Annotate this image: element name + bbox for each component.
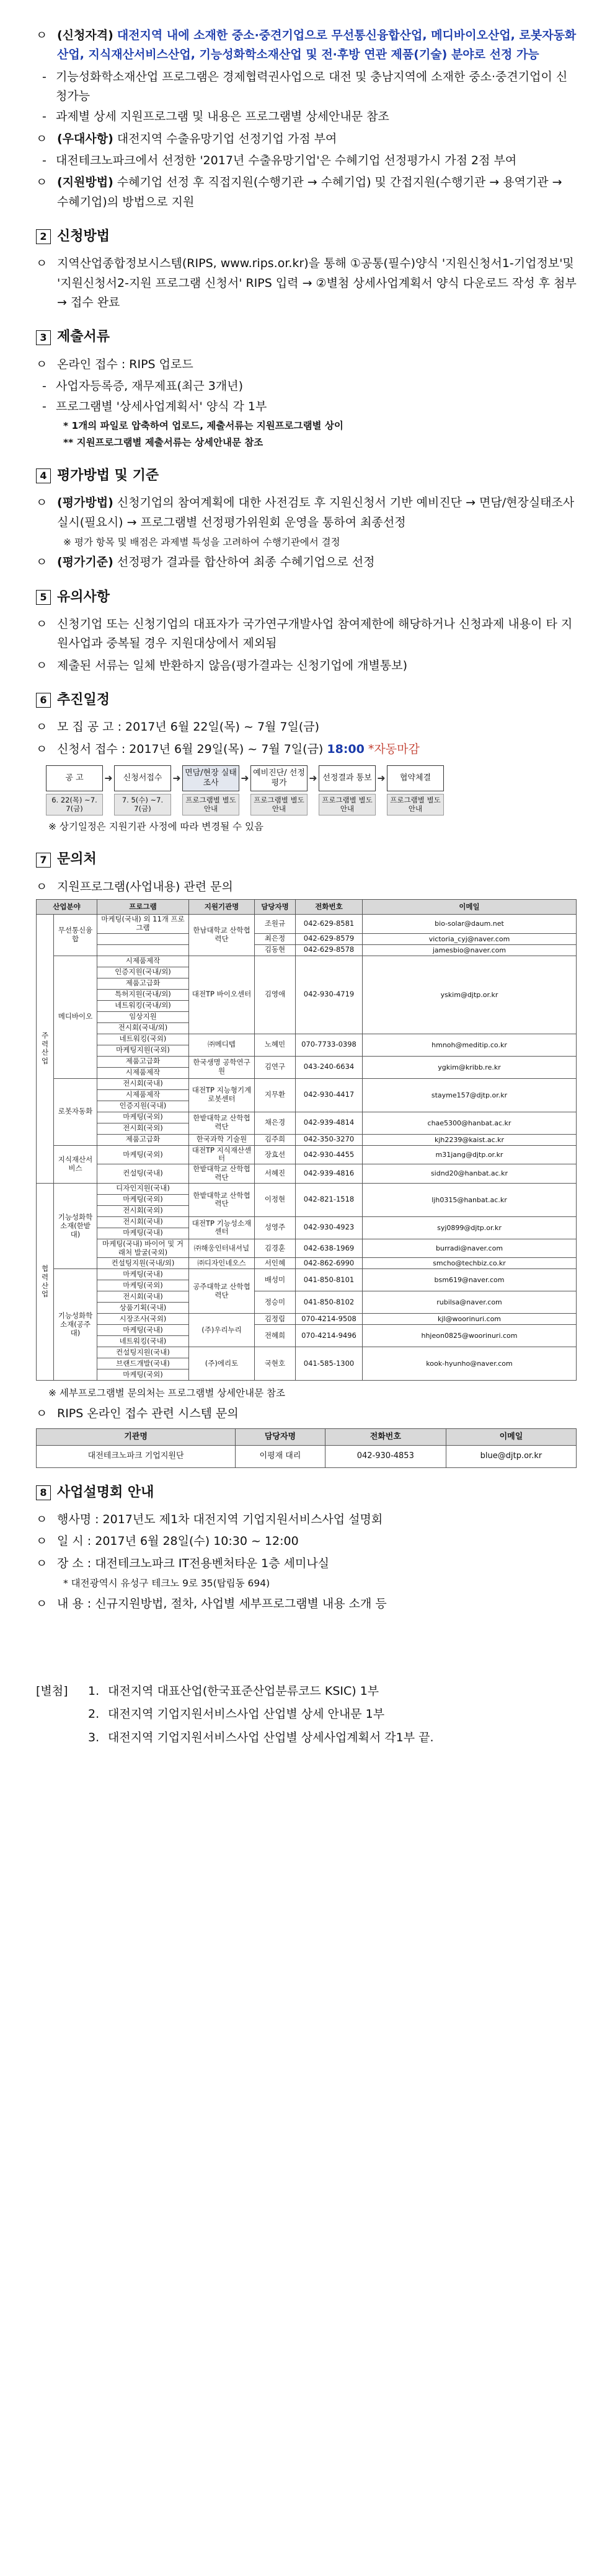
top-section [36, 26, 577, 212]
table-row: 대전테크노파크 기업지원단 이평재 대리 042-930-4853 blue@djtp.or.kr [37, 1445, 577, 1467]
preference-detail: - 대전테크노파크에서 선정한 '2017년 수출유망기업'은 수혜기업 선정평가시 가점 2점 부여 [42, 154, 517, 168]
briefing-line: ㅇ 장 소 : 대전테크노파크 IT전용벤처타운 1층 세미나실 [36, 1556, 330, 1570]
cell-p: 제품고급화 [97, 978, 189, 989]
cell-e: bio-solar@daum.net [363, 915, 577, 934]
cell-p: 시제품제작 [97, 956, 189, 967]
table-row [37, 1291, 577, 1303]
cell-p: 인증지원(국내/외) [97, 967, 189, 978]
cell-o: 대전TP 지식재산센터 [189, 1145, 255, 1164]
cell-t: 042-930-4719 [296, 956, 363, 1034]
cell-p: 브랜드개발(국내) [97, 1358, 189, 1369]
cell-e: jamesbio@naver.com [363, 944, 577, 956]
flow-step: 협약체결 프로그램별 별도 안내 [387, 765, 444, 815]
documents-line: - 사업자등록증, 재무제표(최근 3개년) [42, 379, 243, 393]
table-row [37, 1183, 577, 1194]
cell-p: 컨설팅(국내) [97, 1164, 189, 1184]
cell-f: 로봇자동화 [54, 1078, 97, 1145]
arrow-right-icon: ➜ [104, 772, 113, 785]
table-row [37, 944, 577, 956]
cell-f: 지식재산서비스 [54, 1145, 97, 1183]
contact-table [36, 899, 577, 1381]
table-row [37, 1112, 577, 1123]
flow-step: 예비진단/ 선정평가 프로그램별 별도 안내 [250, 765, 308, 815]
cell-p: 시장조사(국외) [97, 1314, 189, 1325]
support-method-item: ㅇ (지원방법) 수혜기업 선정 후 직접지원(수행기관 → 수혜기업) 및 간접지원(수행기관 → 용역기관 → 수혜기업)의 방법으로 지원 [36, 175, 562, 209]
cell-o: 한국과학 기술원 [189, 1134, 255, 1145]
arrow-right-icon: ➜ [309, 772, 317, 785]
arrow-right-icon: ➜ [172, 772, 181, 785]
table-row [37, 1258, 577, 1269]
cell-p [97, 944, 189, 956]
cell-n: 전혜희 [255, 1325, 296, 1347]
cell-p: 인증지원(국내) [97, 1101, 189, 1112]
cell-n: 최은정 [255, 933, 296, 944]
table-row [37, 1216, 577, 1228]
cell-n: 정승미 [255, 1291, 296, 1314]
documents-line: - 프로그램별 '상세사업계획서' 양식 각 1부 [42, 400, 267, 414]
cell-t: 042-629-8578 [296, 944, 363, 956]
cell-t: 041-850-8102 [296, 1291, 363, 1314]
cell-t: 041-585-1300 [296, 1347, 363, 1381]
schedule-apply: ㅇ 신청서 접수 : 2017년 6월 29일(목) ~ 7월 7일(금) 18:00 *자동마감 [36, 742, 420, 756]
cell-e: smcho@techbiz.co.kr [363, 1258, 577, 1269]
cell-o: 대전TP 지능형기계 로봇센터 [189, 1078, 255, 1112]
cell-o: 한밭대학교 산학협력단 [189, 1164, 255, 1184]
schedule-flow [46, 765, 577, 815]
cell-p: 특허지원(국내/외) [97, 989, 189, 1000]
rips-contact-table [36, 1428, 577, 1467]
cell-e: victoria_cyj@naver.com [363, 933, 577, 944]
attachment-item: [별첨] 1. 대전지역 대표산업(한국표준산업분류코드 KSIC) 1부 [36, 1684, 379, 1698]
flow-step: 선정결과 통보 프로그램별 별도 안내 [319, 765, 376, 815]
cell-o: 한밭대학교 산학협력단 [189, 1112, 255, 1134]
cell-p: 전시회(국내) [97, 1216, 189, 1228]
briefing-place-note: * 대전광역시 유성구 테크노 9로 35(탑립동 694) [63, 1578, 270, 1589]
cell-n: 장효선 [255, 1145, 296, 1164]
cell-e: rubilsa@naver.com [363, 1291, 577, 1314]
preference-item: ㅇ (우대사항) 대전지역 수출유망기업 선정기업 가점 부여 [36, 131, 337, 146]
cell-e: kook-hyunho@naver.com [363, 1347, 577, 1381]
cell-g: 협력산업 [37, 1183, 54, 1381]
cell-n: 성영주 [255, 1216, 296, 1239]
cell-o: 한남대학교 산학협력단 [189, 915, 255, 956]
contact-note: ※ 세부프로그램별 문의처는 프로그램별 상세안내문 참조 [48, 1387, 286, 1399]
arrow-right-icon: ➜ [377, 772, 386, 785]
cell-o: 대전TP 바이오센터 [189, 956, 255, 1034]
cell-p: 임상지원 [97, 1011, 189, 1022]
rips-intro: ㅇ RIPS 온라인 접수 관련 시스템 문의 [36, 1406, 239, 1420]
cell-n: 이정현 [255, 1183, 296, 1216]
cell-p: 마케팅(국내) [97, 1228, 189, 1239]
cell-o: (주)우리누리 [189, 1314, 255, 1347]
cell-o: ㈜디자인네오스 [189, 1258, 255, 1269]
cell-t: 042-930-4923 [296, 1216, 363, 1239]
cell-n: 김경훈 [255, 1239, 296, 1258]
cell-p: 마케팅(국외) [97, 1145, 189, 1164]
documents-note: * 1개의 파일로 압축하여 업로드, 제출서류는 지원프로그램별 상이 [63, 420, 343, 431]
cell-e: hmnoh@meditip.co.kr [363, 1034, 577, 1056]
cell-p: 마케팅(국외) [97, 1280, 189, 1291]
eligibility-item: ㅇ (신청자격) 대전지역 내에 소재한 중소·중견기업으로 무선통신융합산업, 메디바이오산업, 로봇자동화산업, 지식재산서비스산업, 기능성화학소재산업 및 전·후방 연관 제품(기술) 분야로 선정 가능 [36, 29, 577, 62]
cell-n: 지무환 [255, 1078, 296, 1112]
cell-t: 042-638-1969 [296, 1239, 363, 1258]
cell-o: 대전TP 기능성소재센터 [189, 1216, 255, 1239]
section-heading-documents: 3 제출서류 [36, 326, 577, 348]
cell-p: 네트워킹(국외) [97, 1034, 189, 1045]
cell-f: 메디바이오 [54, 956, 97, 1078]
cell-t: 042-821-1518 [296, 1183, 363, 1216]
cell-e: burradi@naver.com [363, 1239, 577, 1258]
cell-p: 네트워킹(국내/외) [97, 1000, 189, 1011]
caution-item: ㅇ 신청기업 또는 신청기업의 대표자가 국가연구개발사업 참여제한에 해당하거나 신청과제 내용이 타 지원사업과 중복될 경우 지원대상에서 제외됨 [36, 617, 573, 651]
cell-p: 전시회(국외) [97, 1123, 189, 1134]
cell-p: 전시회(국외) [97, 1205, 189, 1216]
cell-n: 채은경 [255, 1112, 296, 1134]
cell-t: 042-350-3270 [296, 1134, 363, 1145]
table-row [37, 1314, 577, 1325]
table-row [37, 1239, 577, 1258]
cell-t: 042-629-8579 [296, 933, 363, 944]
cell-e: sidnd20@hanbat.ac.kr [363, 1164, 577, 1184]
attachment-item: 2. 대전지역 기업지원서비스사업 산업별 상세 안내문 1부 [88, 1707, 385, 1721]
table-row [37, 915, 577, 934]
eligibility-detail: - 기능성화학소재산업 프로그램은 경제협력권사업으로 대전 및 충남지역에 소재한 중소·중견기업이 신청가능 [42, 69, 568, 103]
attachments [36, 1682, 577, 1747]
cell-t: 042-629-8581 [296, 915, 363, 934]
cell-o: ㈜해웅인터내셔널 [189, 1239, 255, 1258]
cell-e: m31jang@djtp.or.kr [363, 1145, 577, 1164]
briefing-line: ㅇ 내 용 : 신규지원방법, 절차, 사업별 세부프로그램별 내용 소개 등 [36, 1596, 387, 1611]
cell-n: 김연구 [255, 1056, 296, 1078]
table-row [37, 1269, 577, 1280]
contact-intro: ㅇ 지원프로그램(사업내용) 관련 문의 [36, 879, 233, 894]
cell-e: bsm619@naver.com [363, 1269, 577, 1291]
table-row [37, 1134, 577, 1145]
attachment-item: 3. 대전지역 기업지원서비스사업 산업별 상세사업계획서 각1부 끝. [88, 1730, 434, 1744]
cell-n: 서혜진 [255, 1164, 296, 1184]
cell-t: 042-930-4455 [296, 1145, 363, 1164]
table-row [37, 1056, 577, 1067]
cell-o: ㈜메디텝 [189, 1034, 255, 1056]
cell-p: 상품기획(국내) [97, 1303, 189, 1314]
flow-step: 면담/현장 실태조사 프로그램별 별도 안내 [182, 765, 239, 815]
cell-o: 공주대학교 산학협력단 [189, 1269, 255, 1314]
section-heading-briefing: 8 사업설명회 안내 [36, 1482, 577, 1504]
table-row [37, 1078, 577, 1089]
cell-t: 070-7733-0398 [296, 1034, 363, 1056]
briefing-line: ㅇ 일 시 : 2017년 6월 28일(수) 10:30 ~ 12:00 [36, 1534, 299, 1549]
cell-p [97, 933, 189, 944]
cell-e: hhjeon0825@woorinuri.com [363, 1325, 577, 1347]
cell-n: 김주희 [255, 1134, 296, 1145]
cell-o: (주)에리토 [189, 1347, 255, 1381]
table-row [37, 1145, 577, 1164]
flow-step: 공 고 6. 22(목) ~7. 7(금) [46, 765, 103, 815]
cell-t: 041-850-8101 [296, 1269, 363, 1291]
cell-e: kjl@woorinuri.com [363, 1314, 577, 1325]
cell-o: 한밭대학교 산학협력단 [189, 1183, 255, 1216]
cell-n: 국현호 [255, 1347, 296, 1381]
cell-t: 043-240-6634 [296, 1056, 363, 1078]
schedule-notice: ㅇ 모 집 공 고 : 2017년 6월 22일(목) ~ 7월 7일(금) [36, 720, 320, 734]
cell-p: 컨설팅지원(국내) [97, 1347, 189, 1358]
cell-p: 마케팅(국외) [97, 1369, 189, 1381]
cell-t: 042-939-4816 [296, 1164, 363, 1184]
cell-p: 제품고급화 [97, 1134, 189, 1145]
table-row [37, 1347, 577, 1358]
cell-e: yskim@djtp.or.kr [363, 956, 577, 1034]
cell-p: 전시회(국내) [97, 1078, 189, 1089]
evaluation-note: ※ 평가 항목 및 배점은 과제별 특성을 고려하여 수행기관에서 결정 [63, 536, 340, 548]
documents-note: ** 지원프로그램별 제출서류는 상세안내문 참조 [63, 437, 263, 449]
cell-p: 시제품제작 [97, 1067, 189, 1078]
cell-g: 주력산업 [37, 915, 54, 1184]
cell-e: stayme157@djtp.or.kr [363, 1078, 577, 1112]
cell-p: 마케팅(국내) 바이어 및 거래처 발굴(국외) [97, 1239, 189, 1258]
table-row [37, 933, 577, 944]
section-heading-cautions: 5 유의사항 [36, 586, 577, 609]
cell-f: 무선통신융합 [54, 915, 97, 956]
evaluation-method: ㅇ (평가방법) 신청기업의 참여계획에 대한 사전검토 후 지원신청서 기반 예비진단 → 면담/현장실태조사 실시(필요시) → 프로그램별 선정평가위원회 운영을 통하여 최종선정 [36, 496, 575, 529]
documents-online: ㅇ 온라인 접수 : RIPS 업로드 [36, 357, 193, 371]
table-row [37, 956, 577, 967]
cell-e: kjh2239@kaist.ac.kr [363, 1134, 577, 1145]
apply-method: ㅇ 지역산업종합정보시스템(RIPS, www.rips.or.kr)을 통해 ①공통(필수)양식 '지원신청서1-기업정보'및 '지원신청서2-지원 프로그램 신청서' RIPS 입력 → ②별첨 상세사업계획서 양식 다운로드 작성 후 첨부 → 접수 완료 [36, 257, 577, 310]
cell-e: ljh0315@hanbat.ac.kr [363, 1183, 577, 1216]
cell-p: 시제품제작 [97, 1089, 189, 1101]
cell-p: 컨설팅지원(국내/외) [97, 1258, 189, 1269]
cell-p: 마케팅(국내) [97, 1325, 189, 1336]
section-heading-contact: 7 문의처 [36, 848, 577, 871]
section-heading-schedule: 6 추진일정 [36, 689, 577, 711]
cell-t: 042-939-4814 [296, 1112, 363, 1134]
schedule-note: ※ 상기일정은 지원기관 사정에 따라 변경될 수 있음 [48, 820, 263, 832]
flow-step: 신청서접수 7. 5(수) ~7. 7(금) [114, 765, 171, 815]
cell-n: 김동현 [255, 944, 296, 956]
table-row [37, 1034, 577, 1045]
cell-e: ygkim@kribb.re.kr [363, 1056, 577, 1078]
cell-e: syj0899@djtp.or.kr [363, 1216, 577, 1239]
table-row [37, 1164, 577, 1184]
briefing-line: ㅇ 행사명 : 2017년도 제1차 대전지역 기업지원서비스사업 설명회 [36, 1513, 383, 1527]
evaluation-criteria: ㅇ (평가기준) 선정평가 결과를 합산하여 최종 수혜기업으로 선정 [36, 555, 375, 569]
cell-p: 네트워킹(국내) [97, 1336, 189, 1347]
cell-t: 070-4214-9496 [296, 1325, 363, 1347]
cell-n: 조원규 [255, 915, 296, 934]
cell-p: 마케팅(국외) [97, 1194, 189, 1205]
arrow-right-icon: ➜ [241, 772, 249, 785]
cell-p: 제품고급화 [97, 1056, 189, 1067]
cell-f: 기능성화학소재(공주대) [54, 1269, 97, 1381]
cell-p: 디자인지원(국내) [97, 1183, 189, 1194]
section-heading-evaluation: 4 평가방법 및 기준 [36, 465, 577, 487]
cell-t: 042-862-6990 [296, 1258, 363, 1269]
eligibility-note: - 과제별 상세 지원프로그램 및 내용은 프로그램별 상세안내문 참조 [42, 110, 389, 124]
cell-t: 070-4214-9508 [296, 1314, 363, 1325]
cell-p: 마케팅(국내) 외 11개 프로그램 [97, 915, 189, 934]
section-heading-apply: 2 신청방법 [36, 226, 577, 248]
cell-p: 마케팅(국외) [97, 1112, 189, 1123]
cell-t: 042-930-4417 [296, 1078, 363, 1112]
table-row [37, 1325, 577, 1336]
cell-e: chae5300@hanbat.ac.kr [363, 1112, 577, 1134]
cell-p: 전시회(국내) [97, 1291, 189, 1303]
cell-n: 배성미 [255, 1269, 296, 1291]
cell-n: 김영애 [255, 956, 296, 1034]
table-header-row: 기관명 담당자명 전화번호 이메일 [37, 1429, 577, 1445]
caution-item: ㅇ 제출된 서류는 일체 반환하지 않음(평가결과는 신청기업에 개별통보) [36, 658, 407, 672]
cell-f: 기능성화학소재(한밭대) [54, 1183, 97, 1269]
cell-p: 마케팅(국내) [97, 1269, 189, 1280]
cell-p: 전시회(국내/외) [97, 1022, 189, 1034]
table-header-row: 산업분야 프로그램 지원기관명 담당자명 전화번호 이메일 [37, 900, 577, 915]
cell-n: 노혜민 [255, 1034, 296, 1056]
cell-n: 서인혜 [255, 1258, 296, 1269]
cell-n: 김정림 [255, 1314, 296, 1325]
cell-p: 마케팅지원(국외) [97, 1045, 189, 1056]
cell-o: 한국생명 공학연구원 [189, 1056, 255, 1078]
